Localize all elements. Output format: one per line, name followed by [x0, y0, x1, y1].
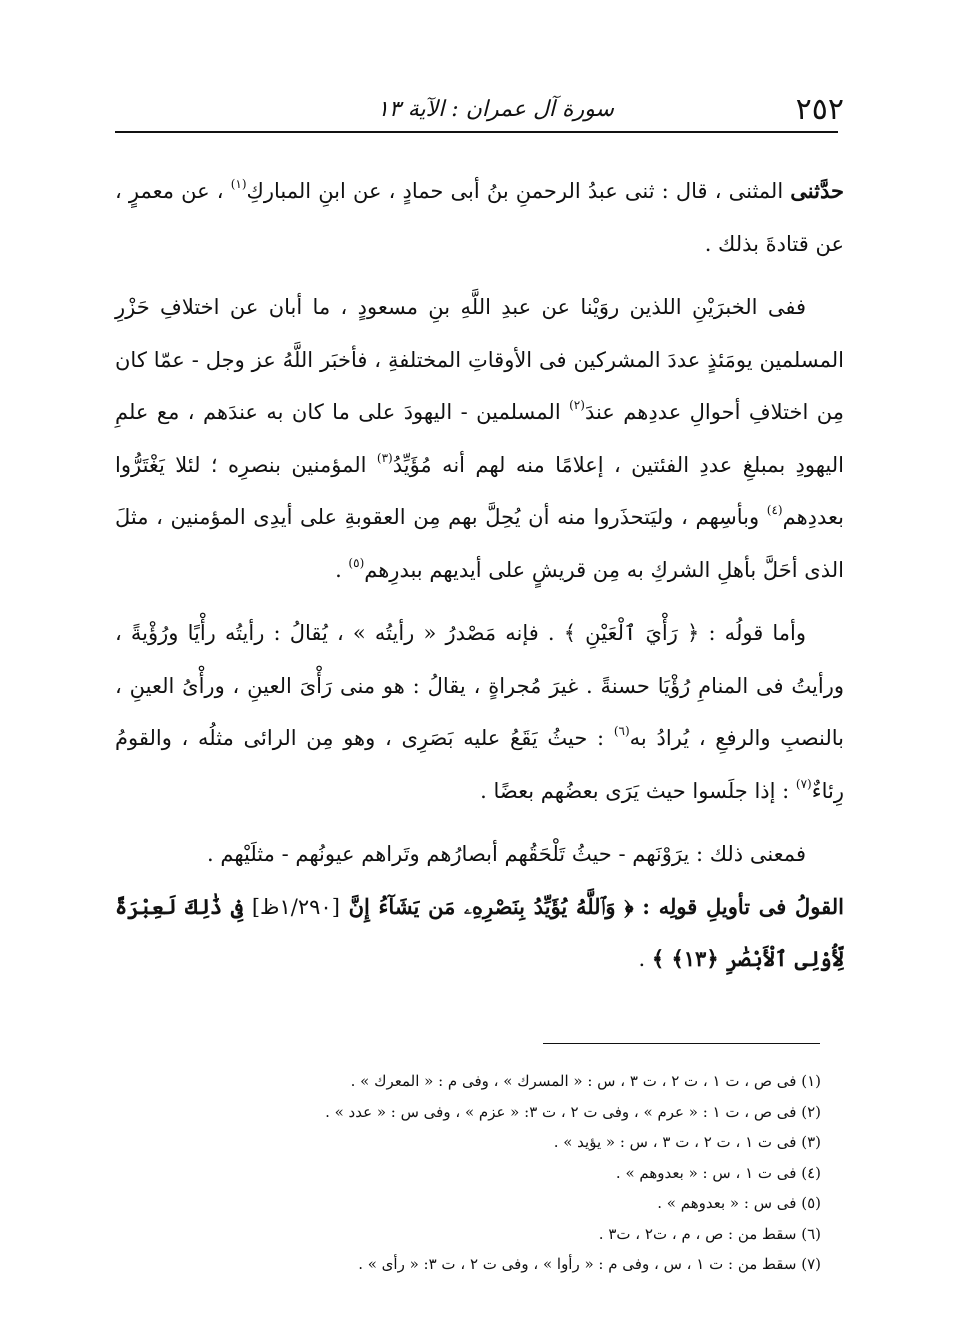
page-number: ٢٥٢ — [795, 92, 844, 127]
paragraph-text: وبأسِهم ، وليَتحذَروا منه أن يُحِلَّ بهم مِن العقوبةِ على أيدِى المؤمنين ، مثلَ الذى أحَلَّ بأهلِ الشركِ به مِن قريشٍ على أيديهم ببدرِهم — [115, 505, 844, 582]
section-heading: القولُ فى تأويلِ قولِه : — [642, 893, 844, 919]
paragraph-4: فمعنى ذلك : يرَوْنَهم - حيثُ تَلْحَقُهم أبصارُهم وتَراهم عيونُهم - مثلَيْهم . — [207, 842, 806, 866]
paragraph-text: المثنى ، قال : ثنى عبدُ الرحمنِ بنُ أبى حمادٍ ، عن ابنِ المباركِ — [246, 179, 791, 203]
paragraph-text: المؤمنين بنصرِه ؛ لئلا يَغْتَرُّوا بعددِهم — [115, 452, 844, 529]
paragraph-text: وأما قولُه : ﴿ رَأْيَ ٱلْعَيْنِ ﴾ . فإنه مَصْدرُ « رأيتُه » ، يُقالُ : رأيتُه رأْيًا ورُؤْيةً ، ورأيتُ فى المنامِ رُؤْيَا حسنةً . غيرَ مُجراةٍ ، يقالُ : هو منى رَأْىَ العينِ ، ورأْىُ العينِ ، بالنصبِ والرفعِ ، يُرادُ به — [115, 621, 844, 750]
footnote: (٦) سقط من : ص ، م ، ت٢ ، ت٣ . — [598, 1224, 821, 1243]
footnote: (٥) فى س : « بعدوهم » . — [657, 1194, 821, 1212]
paragraph-3 — [115, 607, 844, 817]
footnote-marker-7: (٧) — [795, 776, 812, 791]
footnotes — [115, 1066, 821, 1280]
manuscript-reference: [١/٢٩٠ظ] — [251, 894, 340, 919]
footnote: (١) فى ص ، ت ١ ، ت ٢ ، ت ٣ ، س : « المسرك » ، وفى م : « المعرك » . — [350, 1072, 821, 1090]
paragraph-text: . — [638, 947, 652, 971]
footnote-marker-3: (٣) — [376, 450, 393, 465]
paragraph-2 — [115, 281, 844, 596]
paragraph-text: : إذا جلَسوا حيث يَرَى بعضُهم بعضًا . — [480, 778, 796, 803]
quran-verse: ﴿ وَٱللَّهُ يُؤَيِّدُ بِنَصْرِهِۦ مَن يَشَآءُ إِنَّ — [339, 893, 643, 919]
footnote-marker-1: (١) — [230, 177, 247, 191]
paragraph-text: ، عن معمرٍ ، عن قتادةَ بذلك . — [115, 179, 844, 256]
quran-verse: فِى ذَٰلِكَ لَعِبْرَةً لِّأُوْلِى ٱلْأَبْصَٰرِ ﴿١٣﴾ ﴾ — [115, 893, 844, 971]
main-text — [115, 165, 844, 986]
footnote: (٧) سقط من : ت ١ ، س ، وفى م : « رأوا » ، وفى ت ٢ ، ت ٣: « رأى » . — [358, 1255, 821, 1273]
page-header — [115, 92, 844, 132]
paragraph-text: : حيثُ يَقَعُ عليه بَصَرِى ، وهو مِن الرائى مثلُه ، والقومُ رِئاءٌ — [115, 726, 844, 803]
running-head: سورة آل عمران : الآية ١٣ — [377, 97, 614, 122]
header-rule — [115, 131, 838, 133]
paragraph-5 — [115, 881, 844, 986]
paragraph-text: المسلمين - اليهودَ على ما كان به عندَهم ، مع علمِ اليهودِ بمبلغِ عددِ الفئتين ، إعلامًا منه لهم أنه مُؤَيِّدُ — [115, 400, 845, 477]
footnote-marker-5: (٥) — [348, 555, 365, 570]
footnote: (٢) فى ص ، ت ١ : « عرم » ، وفى ت ٢ ، ت ٣: « عزم » ، وفى س : « عدد » . — [325, 1102, 821, 1121]
paragraph-lead: حدَّثنى — [790, 178, 844, 203]
footnote-marker-4: (٤) — [766, 503, 783, 517]
footnote: (٤) فى ت ١ ، س : « بعدوهم » . — [615, 1163, 821, 1182]
paragraph-text: ففى الخبرَيْنِ اللذين روَيْنا عن عبدِ اللَّهِ بنِ مسعودٍ ، ما أبان عن اختلافِ حَزْرِ المسلمين يومَئذٍ عددَ المشركين فى الأوقاتِ المختلفةِ ، فأخبَر اللَّهُ عز وجل - عمّا كان مِن اختلافِ أحوالِ عددِهم عندَ — [115, 295, 844, 424]
footnote-rule — [543, 1043, 820, 1044]
paragraph-text: . — [335, 557, 349, 582]
footnote: (٣) فى ت ١ ، ت ٢ ، ت ٣ ، س : « يؤيد » . — [553, 1133, 821, 1151]
footnote-marker-2: (٢) — [569, 398, 585, 412]
footnote-marker-6: (٦) — [613, 724, 630, 738]
paragraph-1 — [115, 165, 844, 270]
